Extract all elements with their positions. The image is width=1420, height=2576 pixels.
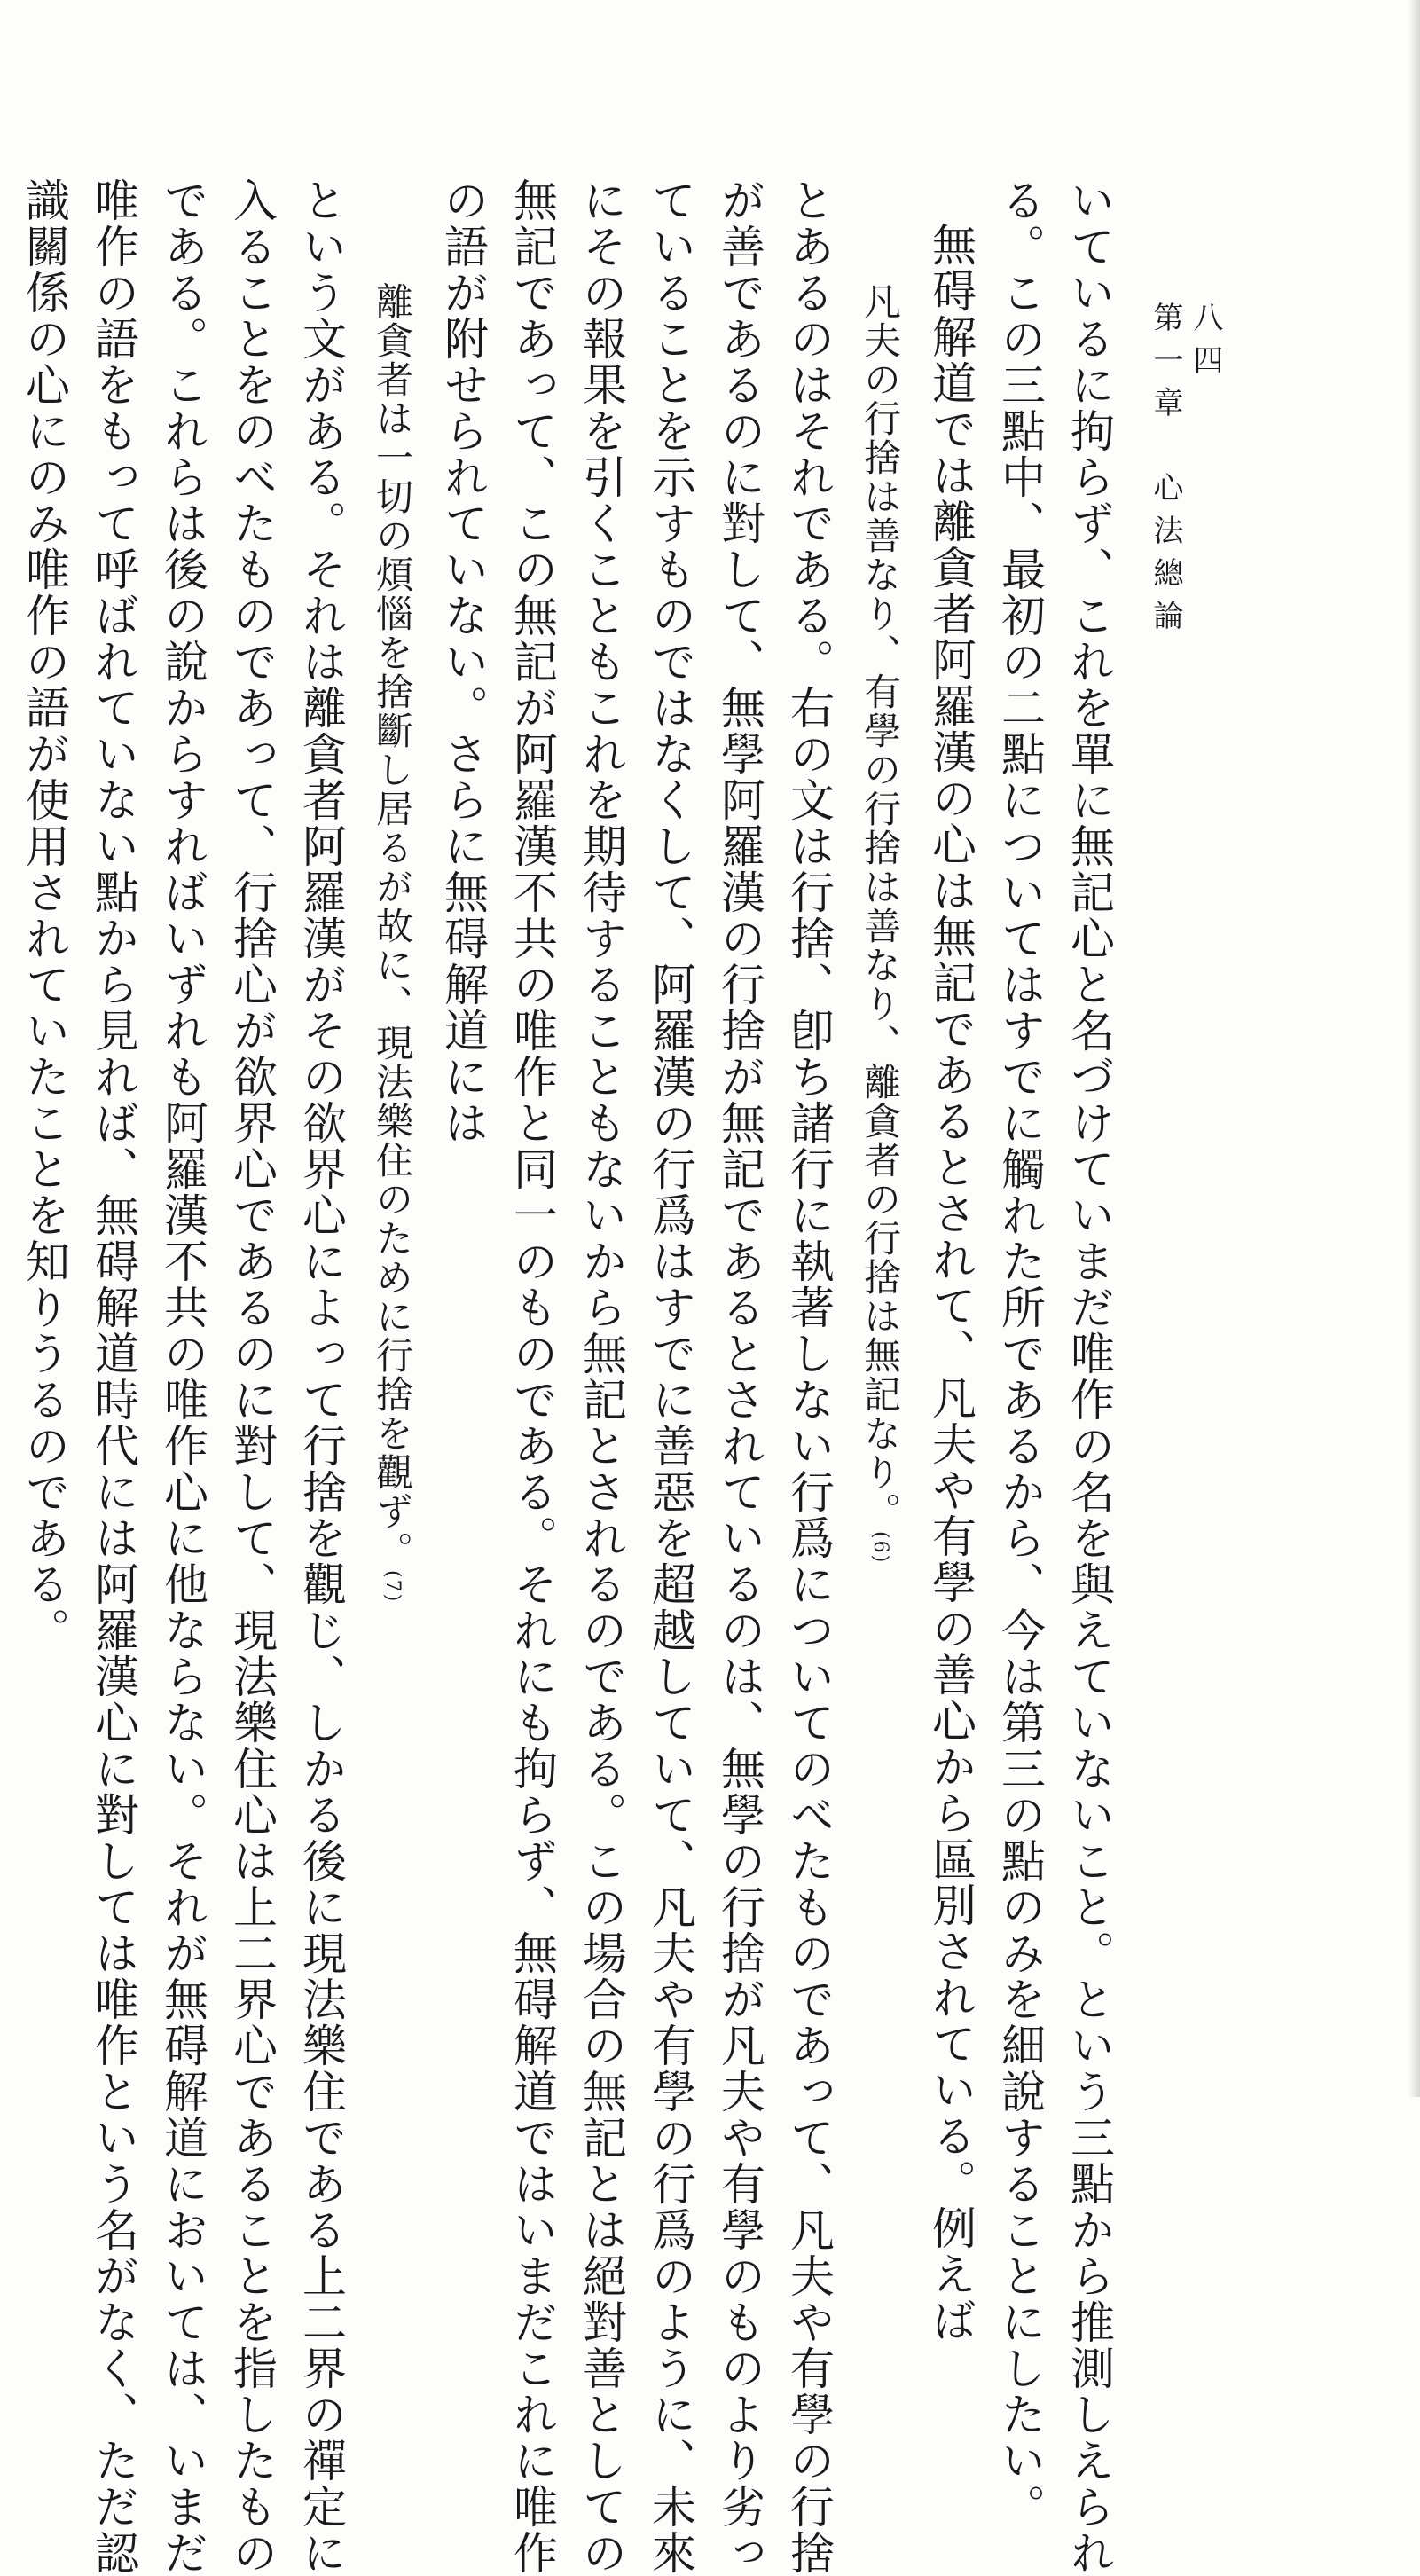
quote-line [843, 177, 916, 1952]
text-line: 無碍解道では離貪者阿羅漢の心は無記であるとされて、凡夫や有學の善心から區別されている。例えば [925, 222, 977, 2344]
running-head: 第一章 心法總論 [1148, 302, 1183, 642]
text-line [0, 177, 10, 1952]
quote-text: 凡夫の行捨は善なり、有學の行捨は善なり、離貪者の行捨は無記なり。 [859, 282, 902, 1531]
body-text [0, 177, 1124, 2576]
text-line: 識關係の心にのみ唯作の語が使用されていたことを知りうるのである。 [19, 177, 70, 1653]
scan-edge [1408, 0, 1420, 2097]
quote-text: 離貪者は一切の煩惱を捨斷し居るが故に、現法樂住のために行捨を觀ず。 [371, 282, 414, 1570]
text-line: る。この三點中、最初の二點についてはすでに觸れた所であるから、今は第三の點のみを細說することにしたい。 [994, 177, 1046, 2530]
quote-line [356, 177, 428, 1952]
note-marker-6: (6) [869, 1531, 891, 1565]
text-line: 無記であって、この無記が阿羅漢不共の唯作と同一のものである。それにも拘らず、無碍解道ではいまだこれに唯作 [506, 177, 558, 2576]
text-line: いているに拘らず、これを單に無記心と名づけていまだ唯作の名を與えていないこと。という三點から推測しえられ [1063, 177, 1115, 2576]
note-marker-7: (7) [381, 1570, 404, 1604]
text-line: である。これらは後の說からすればいずれも阿羅漢不共の唯作心に他ならない。それが無碍解道においては、いまだ [157, 177, 208, 2576]
text-line: ていることを示すものではなくして、阿羅漢の行爲はすでに善惡を超越していて、凡夫や有學の行爲のように、未來 [645, 177, 696, 2576]
text-line: 唯作の語をもって呼ばれていない點から見れば、無碍解道時代には阿羅漢心に對しては唯作という名がなく、ただ認 [88, 177, 139, 2576]
text-line: の語が附せられていない。さらに無碍解道には [437, 177, 489, 1146]
text-line: が善であるのに對して、無學阿羅漢の行捨が無記であるとされているのは、無學の行捨が凡夫や有學のものより劣っ [714, 177, 765, 2576]
text-line: とあるのはそれである。右の文は行捨、卽ち諸行に執著しない行爲についてのべたものであって、凡夫や有學の行捨 [783, 177, 835, 2576]
text-line: 入ることをのべたものであって、行捨心が欲界心であるのに對して、現法樂住心は上二界心であることを指したもの [226, 177, 278, 2576]
text-line: という文がある。それは離貪者阿羅漢がその欲界心によって行捨を觀じ、しかる後に現法樂住である上二界の禪定に [295, 177, 347, 2576]
text-line: にその報果を引くこともこれを期待することもないから無記とされるのである。この場合の無記とは絕對善としての [576, 177, 627, 2576]
page-number: 八四 [1188, 302, 1223, 387]
